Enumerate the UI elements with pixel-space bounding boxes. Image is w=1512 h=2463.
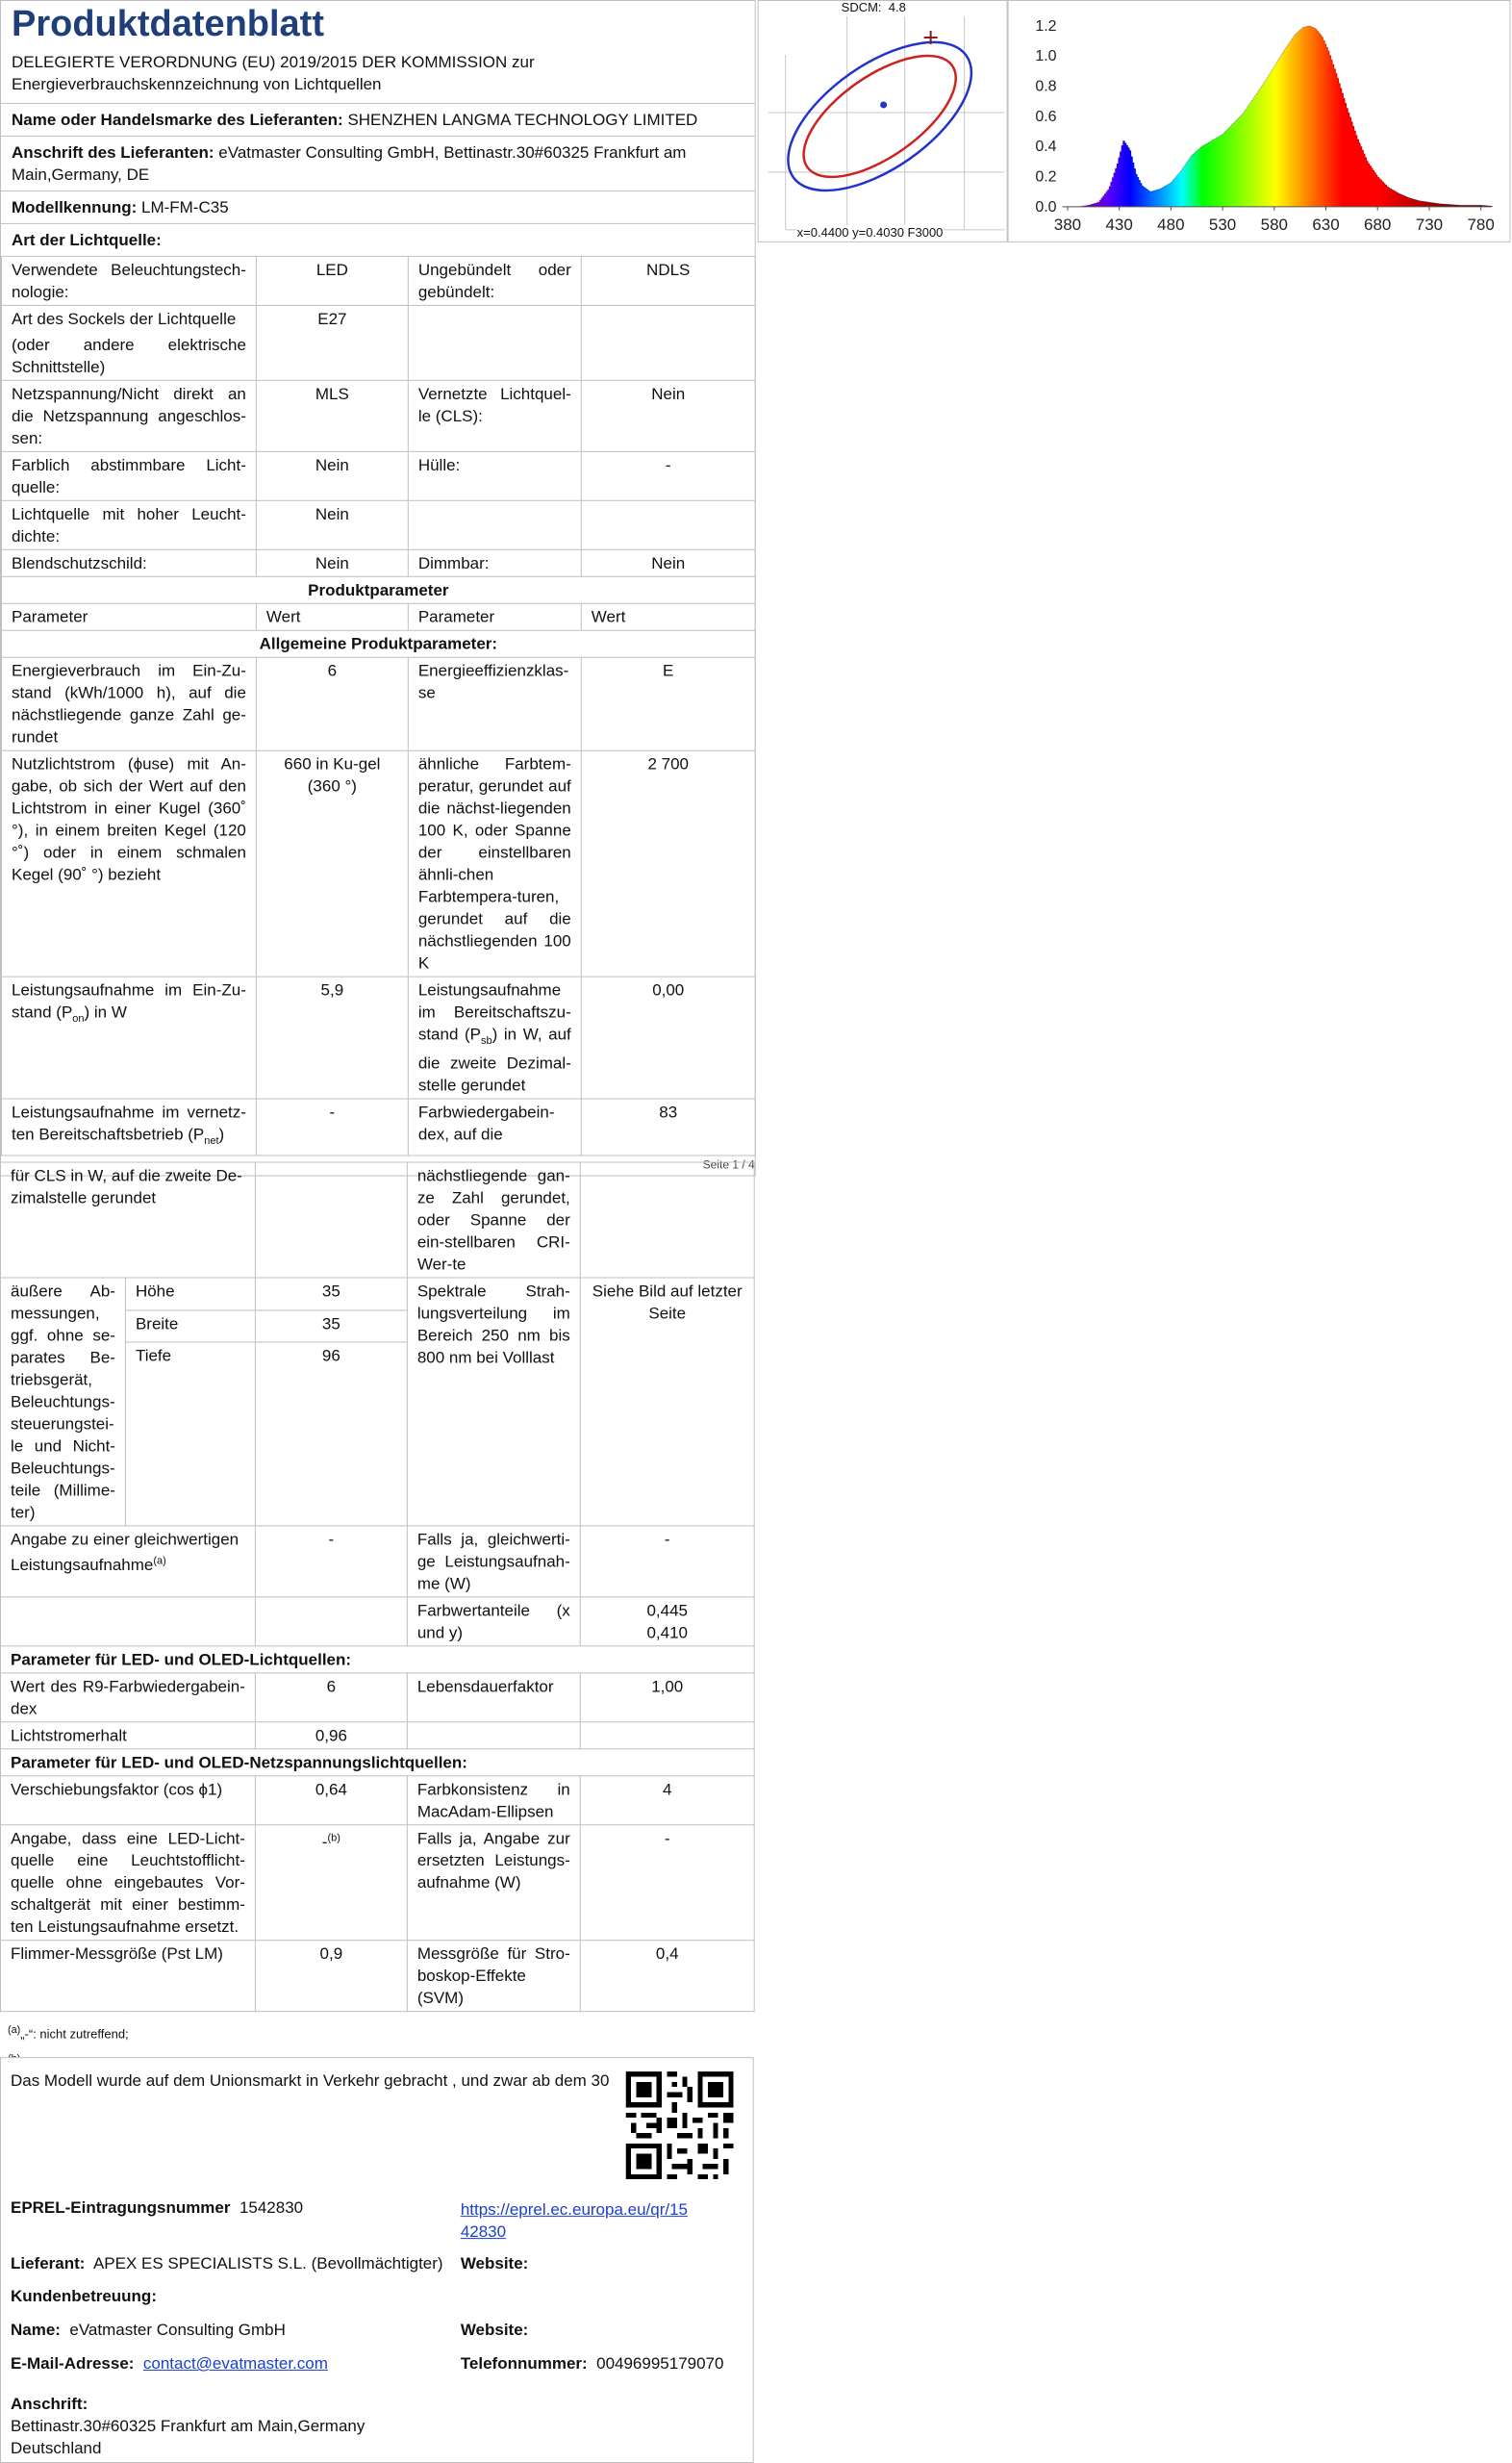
param-row: [1, 977, 755, 1099]
param-label: für CLS in W, auf die zweite De-zimalstelle gerundet: [0, 1162, 255, 1278]
phone-row: [461, 2354, 724, 2374]
param-value-2: [580, 1162, 754, 1278]
chroma-label: Farbwertanteile (x und y): [407, 1597, 580, 1646]
chroma-values: 0,445 0,410: [580, 1597, 754, 1646]
col-header-param: Parameter: [1, 603, 256, 630]
type-title: Art der Lichtquelle:: [11, 230, 162, 249]
type-value-2: [581, 500, 755, 549]
type-row: [1, 380, 755, 451]
param-value: 5,9: [256, 977, 408, 1099]
param-label: Verschiebungsfaktor (cos ϕ1): [0, 1776, 255, 1825]
param-label: Angabe zu einer gleichwertigen Leistungsaufnahme$^{(a)}$: [0, 1526, 255, 1597]
regulation-text: DELEGIERTE VERORDNUNG (EU) 2019/2015 DER KOMMISSION zur Energieverbrauchskennzeichnung von Lichtquellen: [1, 47, 755, 104]
col-header-value-2: Wert: [581, 603, 755, 630]
sheet-page-2: [0, 1162, 754, 2076]
param-value-2: E: [581, 657, 755, 750]
param-row: [0, 1722, 754, 1749]
type-value: MLS: [256, 380, 408, 451]
param-value-2: 1,00: [580, 1673, 754, 1722]
general-params-title: Allgemeine Produktparameter:: [1, 630, 755, 657]
address-row: [1, 137, 755, 191]
eprel-number: 1542830: [239, 2198, 304, 2218]
dim-name: Höhe: [125, 1278, 255, 1309]
spectrum-chart-panel: [1008, 0, 1511, 242]
supplier-row: [1, 104, 755, 137]
param-value-2: -: [580, 1526, 754, 1597]
param-row: [1, 750, 755, 977]
param-label: Lichtstromerhalt: [0, 1722, 255, 1749]
type-label: Farblich abstimmbare Licht-quelle:: [1, 451, 256, 500]
footnote-a: $^{(a)}$„-“: nicht zutreffend;: [7, 2024, 129, 2042]
param-value-2: 0,4: [580, 1941, 754, 2012]
target-point: [880, 101, 887, 108]
page-title: Produktdatenblatt: [11, 3, 324, 44]
sdcm-ellipse-plot: [759, 1, 1007, 241]
name-label: Name:: [10, 2321, 61, 2340]
email-link[interactable]: contact@evatmaster.com: [142, 2354, 328, 2374]
type-value: LED: [256, 256, 408, 305]
type-value: Nein: [256, 549, 408, 576]
param-value: 6: [256, 657, 408, 750]
param-value: 0,9: [255, 1941, 407, 2012]
dims-label: äußere Ab-messungen, ggf. ohne se-parates Be-triebsgerät, Beleuchtungs-steuerungstei-le und Nicht-Beleuchtungs-teile (Millime-ter): [0, 1278, 125, 1526]
param-value-2: 4: [580, 1776, 754, 1825]
param-label-2: Falls ja, gleichwerti-ge Leistungsaufnah-me (W): [407, 1526, 580, 1597]
x-tick-label: 580: [1260, 215, 1288, 234]
type-label-2: Dimmbar:: [408, 549, 581, 576]
y-tick-label: 0.0: [1035, 198, 1057, 216]
spectral-label: Spektrale Strah-lungsverteilung im Bereich 250 nm bis 800 nm bei Volllast: [407, 1278, 580, 1526]
sheet-page-1: [0, 0, 756, 1176]
col-header-param-2: Parameter: [408, 603, 581, 630]
phone-value: 00496995179070: [596, 2354, 724, 2374]
eprel-row: [11, 2198, 303, 2218]
service-address-label: Anschrift:: [10, 2395, 88, 2414]
param-value: 0,96: [255, 1722, 407, 1749]
x-tick-label: 680: [1364, 215, 1392, 234]
param-row: [0, 1162, 754, 1278]
type-value: Nein: [256, 500, 408, 549]
param-label: Wert des R9-Farbwiedergabein-dex: [0, 1673, 255, 1722]
params-continued-table: [0, 1162, 755, 2013]
y-tick-label: 1.0: [1035, 48, 1057, 65]
param-row: [0, 1673, 754, 1722]
type-label-2: [408, 305, 581, 380]
email-row: [11, 2354, 328, 2374]
param-row: [1, 657, 755, 750]
supplier-footer: [0, 2057, 754, 2463]
x-tick-label: 780: [1467, 215, 1495, 234]
sdcm-inner-ellipse: [784, 33, 975, 200]
param-value: 660 in Ku-gel (360 °): [256, 750, 408, 977]
sdcm-outer-ellipse: [764, 13, 996, 220]
phone-label: Telefonnummer:: [460, 2354, 588, 2374]
spectrum-chart: [1009, 1, 1510, 241]
qr-code-icon: [626, 2071, 734, 2179]
param-label-2: Falls ja, Angabe zur ersetzten Leistungs-aufnahme (W): [407, 1825, 580, 1941]
cie-chromaticity-panel: [758, 0, 1008, 242]
page-number: Seite 1 / 4: [702, 1157, 755, 1172]
type-value-2: Nein: [581, 380, 755, 451]
param-label-2: Farbkonsistenz in MacAdam-Ellipsen: [407, 1776, 580, 1825]
param-label: Angabe, dass eine LED-Licht-quelle eine Leuchtstofflicht-quelle ohne eingebautes Vor-schaltgerät mit einer bestimm-ten Leistungsaufnahme ersetzt.: [0, 1825, 255, 1941]
website-label-2: Website:: [460, 2321, 529, 2340]
y-tick-label: 0.8: [1035, 78, 1057, 95]
market-text: Das Modell wurde auf dem Unionsmarkt in Verkehr gebracht , und zwar ab dem 30: [10, 2071, 610, 2091]
dim-value: 96: [255, 1342, 407, 1526]
param-row: [0, 1597, 754, 1646]
email-label: E-Mail-Adresse:: [10, 2354, 135, 2374]
param-row: [1, 1099, 755, 1155]
delivery-value: APEX ES SPECIALISTS S.L. (Bevollmächtigter): [92, 2254, 443, 2273]
param-label-2: Farbwiedergabein-dex, auf die: [408, 1099, 581, 1155]
type-value-2: -: [581, 451, 755, 500]
type-label: Netzspannung/Nicht direkt an die Netzspannung angeschlos-sen:: [1, 380, 256, 451]
type-value: E27: [256, 305, 408, 380]
x-tick-label: 530: [1208, 215, 1237, 234]
param-label: Flimmer-Messgröße (Pst LM): [0, 1941, 255, 2012]
spectral-value: Siehe Bild auf letzter Seite: [580, 1278, 754, 1526]
dim-value: 35: [255, 1278, 407, 1309]
led-params-title: Parameter für LED- und OLED-Lichtquellen:: [0, 1646, 754, 1673]
socket-label-note: (oder andere elektrische Schnittstelle): [11, 335, 246, 376]
x-tick-label: 630: [1312, 215, 1340, 234]
param-label: Energieverbrauch im Ein-Zu-stand (kWh/1000 h), auf die nächstliegende ganze Zahl ge-rundet: [1, 657, 256, 750]
service-address-line: Deutschland: [10, 2439, 102, 2458]
service-name-row: [11, 2321, 286, 2340]
eprel-link[interactable]: https://eprel.ec.europa.eu/qr/15 42830: [460, 2200, 688, 2242]
type-value-2: NDLS: [581, 256, 755, 305]
type-value-2: [581, 305, 755, 380]
param-value: [255, 1162, 407, 1278]
type-label: Verwendete Beleuchtungstech-nologie:: [1, 256, 256, 305]
x-tick-label: 480: [1157, 215, 1185, 234]
type-row: [1, 451, 755, 500]
param-value-2: 83: [581, 1099, 755, 1155]
col-header-value: Wert: [256, 603, 408, 630]
param-value: 0,64: [255, 1776, 407, 1825]
model-value: LM-FM-C35: [141, 197, 229, 216]
param-label-2: Messgröße für Stro-boskop-Effekte (SVM): [407, 1941, 580, 2012]
param-value-2: 2 700: [581, 750, 755, 977]
type-row: [1, 305, 755, 380]
y-tick-label: 0.6: [1035, 108, 1057, 125]
address-label: Anschrift des Lieferanten:: [11, 142, 214, 162]
delivery-label: Lieferant:: [10, 2254, 86, 2273]
dim-name: Tiefe: [125, 1342, 255, 1526]
type-label: Lichtquelle mit hoher Leucht-dichte:: [1, 500, 256, 549]
param-row: [0, 1526, 754, 1597]
param-value-2: -: [580, 1825, 754, 1941]
param-label-2: Energieeffizienzklas-se: [408, 657, 581, 750]
type-table: [1, 256, 756, 1155]
sdcm-readout: SDCM: 4.8: [841, 0, 906, 14]
address-value: eVatmaster Consulting GmbH, Bettinastr.30#60325 Frankfurt am Main,Germany, DE: [11, 142, 687, 184]
service-address-line: Bettinastr.30#60325 Frankfurt am Main,Germany: [10, 2417, 365, 2436]
x-tick-label: 430: [1105, 215, 1133, 234]
param-row: [0, 1776, 754, 1825]
param-row: [0, 1941, 754, 2012]
mains-params-title: Parameter für LED- und OLED-Netzspannungslichtquellen:: [0, 1749, 754, 1776]
param-row: [0, 1825, 754, 1941]
params-header-row: [1, 603, 755, 630]
param-label: Leistungsaufnahme im Ein-Zu-stand $(P_{on})$ in W: [1, 977, 256, 1099]
param-label-2: Lebensdauerfaktor: [407, 1673, 580, 1722]
service-address: [11, 2393, 365, 2459]
params-section-title: Produktparameter: [1, 576, 755, 603]
param-label-2: Leistungsaufnahme im Bereitschaftszu-stand $(P_{sb})$ in W, auf die zweite Dezimal-stelle gerundet: [408, 977, 581, 1099]
type-label: Blendschutzschild:: [1, 549, 256, 576]
type-label-2: Ungebündelt oder gebündelt:: [408, 256, 581, 305]
y-tick-label: 0.2: [1035, 168, 1057, 186]
type-value-2: Nein: [581, 549, 755, 576]
y-tick-label: 1.2: [1035, 17, 1057, 35]
socket-label: Art des Sockels der Lichtquelle: [11, 309, 237, 328]
dims-row: [0, 1278, 754, 1309]
type-row: [1, 500, 755, 549]
spectrum-area: [1079, 26, 1492, 207]
model-row: [1, 191, 755, 224]
param-value: 6: [255, 1673, 407, 1722]
customer-service-label: Kundenbetreuung:: [10, 2287, 157, 2306]
type-row: [1, 256, 755, 305]
x-tick-label: 730: [1415, 215, 1444, 234]
type-row: [1, 549, 755, 576]
dim-value: 35: [255, 1309, 407, 1341]
type-label-2: Vernetzte Lichtquel-le (CLS):: [408, 380, 581, 451]
website-label-1: Website:: [460, 2254, 529, 2273]
type-value: Nein: [256, 451, 408, 500]
dim-name: Breite: [125, 1309, 255, 1341]
param-label: Leistungsaufnahme im vernetz-ten Bereitschaftsbetrieb $(P_{net})$: [1, 1099, 256, 1155]
supplier-delivery-row: [11, 2254, 443, 2273]
param-value-2: 0,00: [581, 977, 755, 1099]
param-value: -$^{(b)}$: [255, 1825, 407, 1941]
model-label: Modellkennung:: [11, 197, 138, 216]
type-label-2: [408, 500, 581, 549]
y-tick-label: 0.4: [1035, 139, 1057, 156]
param-value: -: [255, 1526, 407, 1597]
supplier-label: Name oder Handelsmarke des Lieferanten:: [11, 110, 343, 129]
type-label: [1, 305, 256, 380]
eprel-label: EPREL-Eintragungsnummer: [10, 2198, 231, 2218]
name-value: eVatmaster Consulting GmbH: [69, 2321, 286, 2340]
param-value: -: [256, 1099, 408, 1155]
type-label-2: Hülle:: [408, 451, 581, 500]
param-label-2: ähnliche Farbtem-peratur, gerundet auf die nächst-liegenden 100 K, oder Spanne der einstellbaren ähnli-chen Farbtempera-turen, gerundet auf die nächstliegenden 100 K: [408, 750, 581, 977]
param-label-2: nächstliegende gan-ze Zahl gerundet, oder Spanne der ein-stellbaren CRI-Wer-te: [407, 1162, 580, 1278]
supplier-value: SHENZHEN LANGMA TECHNOLOGY LIMITED: [347, 110, 698, 129]
param-label: Nutzlichtstrom (ϕuse) mit An-gabe, ob sich der Wert auf den Lichtstrom in einer Kugel (360˚ °), in einem breiten Kegel (120 °˚) oder in einem schmalen Kegel (90˚ °) bezieht: [1, 750, 256, 977]
x-tick-label: 380: [1053, 215, 1082, 234]
xy-coordinate-readout: x=0.4400 y=0.4030 F3000: [796, 224, 944, 240]
